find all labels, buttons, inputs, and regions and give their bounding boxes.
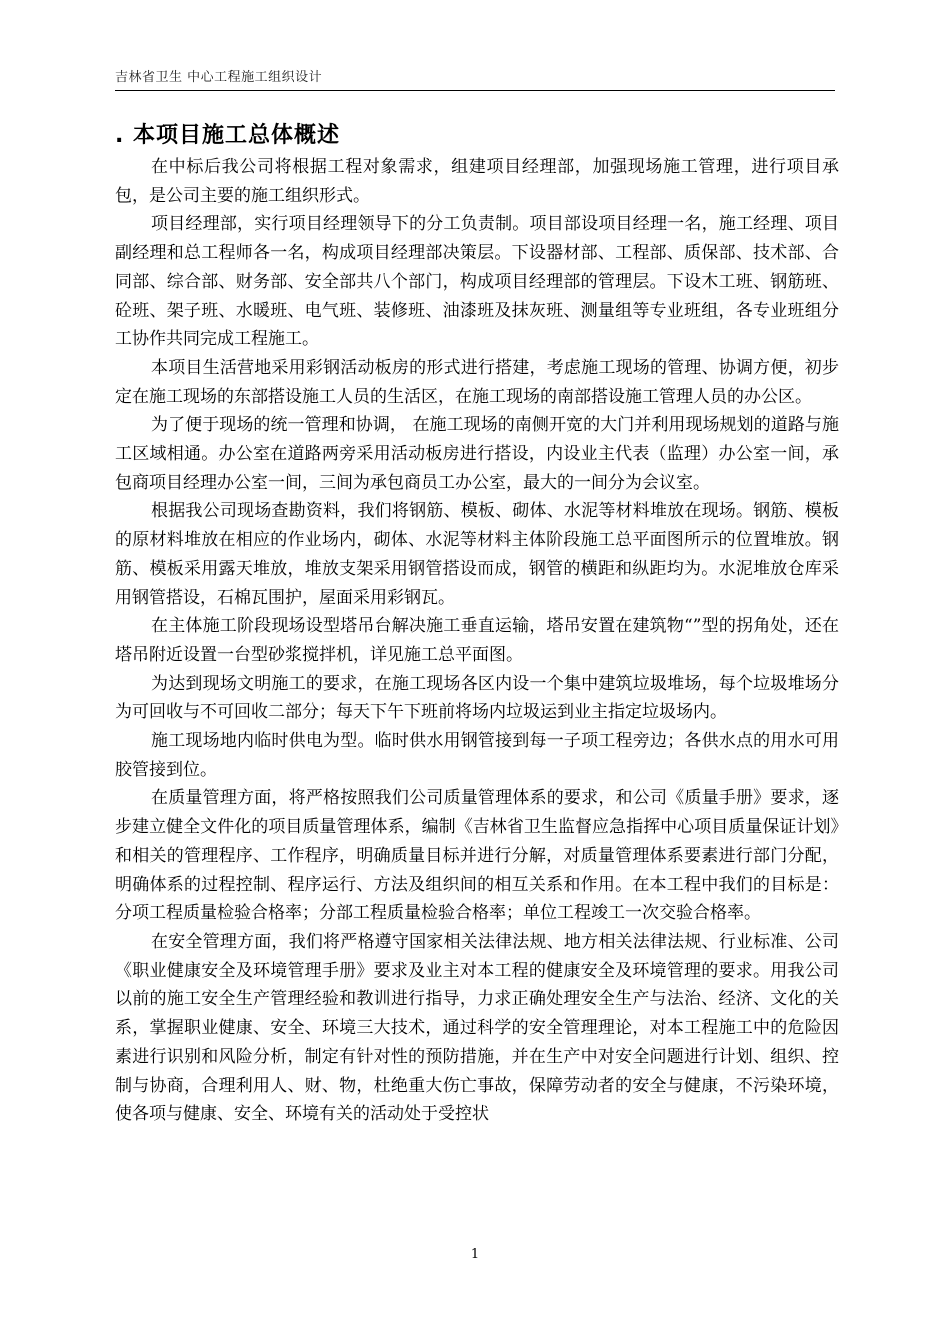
document-body — [115, 153, 839, 1129]
paragraph: 在质量管理方面，将严格按照我们公司质量管理体系的要求，和公司《质量手册》要求，逐步建立健全文件化的项目质量管理体系，编制《吉林省卫生监督应急指挥中心项目质量保证计划》和相关的管理程序、工作程序，明确质量目标并进行分解，对质量管理体系要素进行部门分配，明确体系的过程控制、程序运行、方法及组织间的相互关系和作用。在本工程中我们的目标是：分项工程质量检验合格率；分部工程质量检验合格率；单位工程竣工一次交验合格率。 — [115, 788, 839, 924]
page-number: 1 — [470, 1247, 480, 1262]
page-header — [115, 62, 835, 91]
paragraph: 为了便于现场的统一管理和协调， 在施工现场的南侧开宽的大门并利用现场规划的道路与施工区域相通。办公室在道路两旁采用活动板房进行搭设，内设业主代表（监理）办公室一间，承包商项目经理办公室一间，三间为承包商员工办公室，最大的一间分为会议室。 — [115, 415, 839, 493]
paragraph: 在主体施工阶段现场设型塔吊台解决施工垂直运输，塔吊安置在建筑物“”型的拐角处，还在塔吊附近设置一台型砂浆搅拌机，详见施工总平面图。 — [115, 616, 839, 665]
paragraph: 项目经理部，实行项目经理领导下的分工负责制。项目部设项目经理一名，施工经理、项目副经理和总工程师各一名，构成项目经理部决策层。下设器材部、工程部、质保部、技术部、合同部、综合部、财务部、安全部共八个部门，构成项目经理部的管理层。下设木工班、钢筋班、砼班、架子班、水暖班、电气班、装修班、油漆班及抹灰班、测量组等专业班组，各专业班组分工协作共同完成工程施工。 — [115, 214, 839, 350]
paragraph: 在中标后我公司将根据工程对象需求，组建项目经理部，加强现场施工管理，进行项目承包，是公司主要的施工组织形式。 — [115, 157, 839, 206]
paragraph: 施工现场地内临时供电为型。临时供水用钢管接到每一子项工程旁边；各供水点的用水可用胶管接到位。 — [115, 731, 839, 780]
paragraph: 本项目生活营地采用彩钢活动板房的形式进行搭建，考虑施工现场的管理、协调方便，初步定在施工现场的东部搭设施工人员的生活区，在施工现场的南部搭设施工管理人员的办公区。 — [115, 357, 839, 407]
paragraph: 根据我公司现场查勘资料，我们将钢筋、模板、砌体、水泥等材料堆放在现场。钢筋、模板的原材料堆放在相应的作业场内，砌体、水泥等材料主体阶段施工总平面图所示的位置堆放。钢筋、模板采用露天堆放，堆放支架采用钢管搭设而成，钢管的横距和纵距均为。水泥堆放仓库采用钢管搭设，石棉瓦围护，屋面采用彩钢瓦。 — [115, 501, 839, 608]
section-title: . 本项目施工总体概述 — [115, 123, 341, 148]
paragraph: 为达到现场文明施工的要求，在施工现场各区内设一个集中建筑垃圾堆场，每个垃圾堆场分为可回收与不可回收二部分；每天下午下班前将场内垃圾运到业主指定垃圾场内。 — [115, 673, 839, 723]
header-text: 吉林省卫生 中心工程施工组织设计 — [115, 70, 323, 85]
paragraph: 在安全管理方面，我们将严格遵守国家相关法律法规、地方相关法律法规、行业标准、公司《职业健康安全及环境管理手册》要求及业主对本工程的健康安全及环境管理的要求。用我公司以前的施工安全生产管理经验和教训进行指导，力求正确处理安全生产与法治、经济、文化的关系，掌握职业健康、安全、环境三大技术，通过科学的安全管理理论，对本工程施工中的危险因素进行识别和风险分析，制定有针对性的预防措施，并在生产中对安全问题进行计划、组织、控制与协商，合理利用人、财、物，杜绝重大伤亡事故，保障劳动者的安全与健康，不污染环境，使各项与健康、安全、环境有关的活动处于受控状 — [115, 931, 839, 1125]
